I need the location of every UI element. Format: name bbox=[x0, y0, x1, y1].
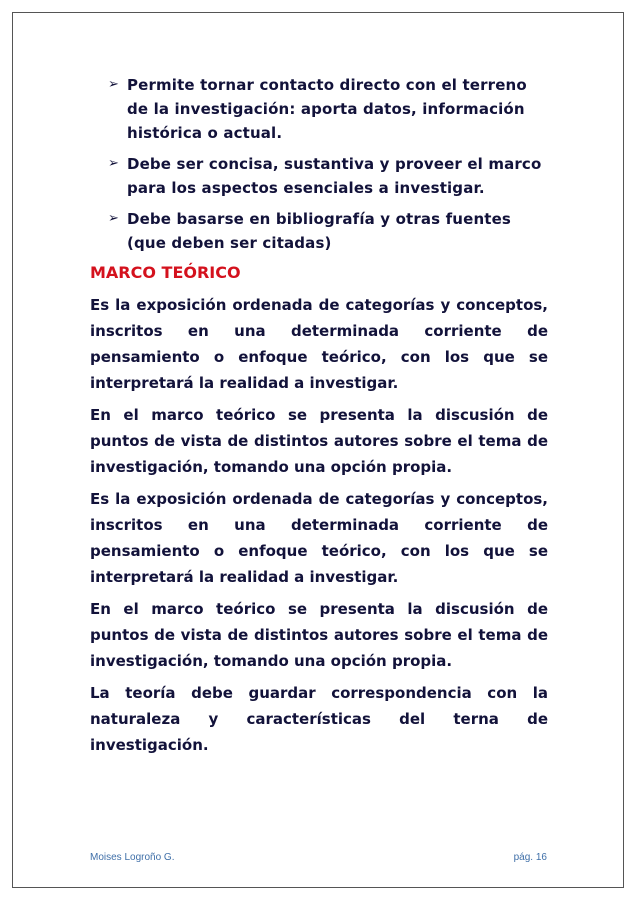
footer-author: Moises Logroño G. bbox=[90, 852, 175, 863]
paragraph: Es la exposición ordenada de categorías y conceptos, inscritos en una determinada corriente de pensamiento o enfoque teórico, con los que se interpretará la realidad a investigar. bbox=[90, 490, 548, 586]
paragraph: Es la exposición ordenada de categorías y conceptos, inscritos en una determinada corriente de pensamiento o enfoque teórico, con los que se interpretará la realidad a investigar. bbox=[90, 296, 548, 392]
list-item bbox=[90, 73, 548, 145]
arrowhead-bullet-icon: ➢ bbox=[108, 211, 120, 226]
paragraph: La teoría debe guardar correspondencia con la naturaleza y características del terna de investigación. bbox=[90, 684, 548, 754]
bullet-text: Debe ser concisa, sustantiva y proveer el marco para los aspectos esenciales a investigar. bbox=[127, 155, 542, 197]
list-item bbox=[90, 207, 548, 255]
page-number: pág. 16 bbox=[513, 852, 547, 863]
arrowhead-bullet-icon: ➢ bbox=[108, 77, 120, 92]
section-heading: MARCO TEÓRICO bbox=[90, 263, 241, 282]
bullet-list bbox=[90, 73, 548, 255]
paragraph: En el marco teórico se presenta la discusión de puntos de vista de distintos autores sobre el tema de investigación, tomando una opción propia. bbox=[90, 406, 548, 476]
list-item bbox=[90, 152, 548, 200]
page-footer bbox=[90, 852, 547, 863]
document-body bbox=[90, 73, 548, 764]
bullet-text: Debe basarse en bibliografía y otras fuentes (que deben ser citadas) bbox=[127, 210, 512, 252]
paragraph: En el marco teórico se presenta la discusión de puntos de vista de distintos autores sobre el tema de investigación, tomando una opción propia. bbox=[90, 600, 548, 670]
bullet-text: Permite tornar contacto directo con el terreno de la investigación: aporta datos, información histórica o actual. bbox=[127, 76, 527, 142]
arrowhead-bullet-icon: ➢ bbox=[108, 156, 120, 171]
